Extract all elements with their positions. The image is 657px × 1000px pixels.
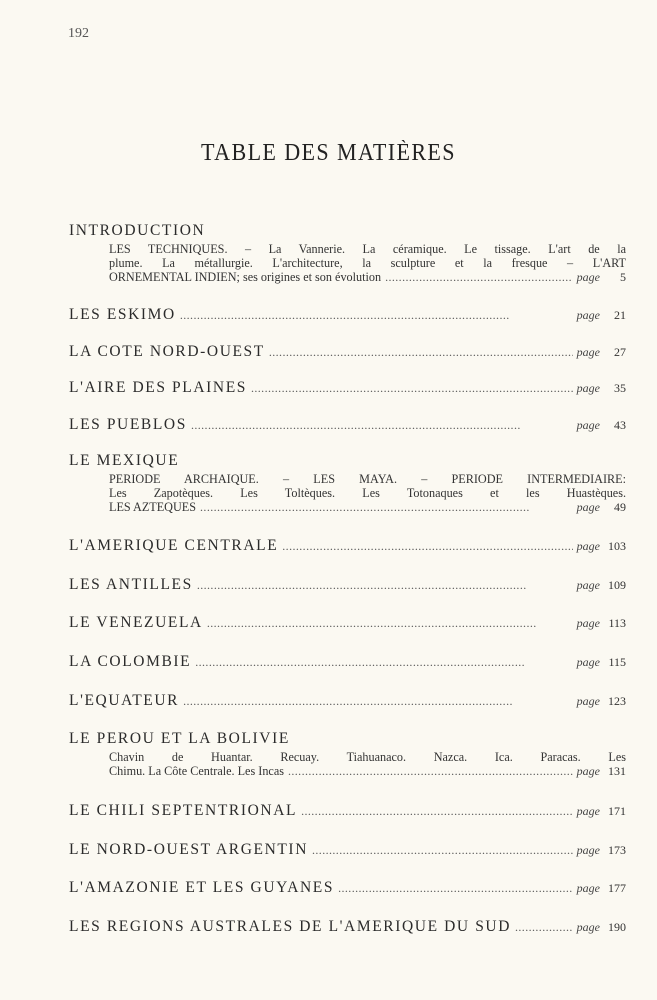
toc-heading: L'EQUATEUR bbox=[69, 692, 180, 709]
page-ref: 173 bbox=[608, 843, 626, 857]
page-ref: 171 bbox=[608, 804, 626, 818]
toc-sub-line: LES AZTEQUES bbox=[109, 500, 197, 514]
leader-dots bbox=[197, 578, 573, 593]
toc-entry-amerique-centrale[interactable] bbox=[69, 537, 626, 555]
toc-heading: L'AMAZONIE ET LES GUYANES bbox=[69, 879, 335, 896]
toc-entry-nord-ouest-argentin[interactable] bbox=[69, 841, 626, 859]
toc-heading: L'AMERIQUE CENTRALE bbox=[69, 537, 279, 554]
toc-entry-equateur[interactable] bbox=[69, 692, 626, 710]
page-label: page bbox=[576, 655, 600, 669]
toc-entry-aire-des-plaines[interactable] bbox=[69, 379, 626, 397]
toc-heading: LE MEXIQUE bbox=[69, 452, 180, 469]
page-ref: 21 bbox=[614, 308, 626, 322]
page-label: page bbox=[576, 694, 600, 708]
page-title: TABLE DES MATIÈRES bbox=[201, 140, 456, 166]
toc-heading: LES PUEBLOS bbox=[69, 416, 187, 433]
page-label: page bbox=[576, 500, 600, 514]
toc-sub-line: Les Zapotèques. Les Toltèques. Les Totonaques et les Huastèques. bbox=[109, 486, 626, 500]
leader-dots bbox=[338, 881, 573, 896]
toc-sub-entries bbox=[109, 472, 626, 514]
page-number: 192 bbox=[68, 26, 89, 41]
leader-dots bbox=[200, 500, 573, 514]
leader-dots bbox=[180, 308, 573, 323]
toc-entry-venezuela[interactable] bbox=[69, 614, 626, 632]
leader-dots bbox=[183, 694, 573, 709]
toc-entry-eskimo[interactable] bbox=[69, 306, 626, 324]
page-ref: 131 bbox=[608, 764, 626, 778]
page-ref: 113 bbox=[608, 616, 626, 630]
page-label: page bbox=[576, 345, 600, 359]
toc-sub-line: Chavin de Huantar. Recuay. Tiahuanaco. Nazca. Ica. Paracas. Les bbox=[109, 750, 626, 764]
page-label: page bbox=[576, 418, 600, 432]
page-label: page bbox=[576, 578, 600, 592]
toc-heading: LA COTE NORD-OUEST bbox=[69, 343, 265, 360]
page-ref: 177 bbox=[608, 881, 626, 895]
toc-heading: L'AIRE DES PLAINES bbox=[69, 379, 247, 396]
toc-sub-line: PERIODE ARCHAIQUE. – LES MAYA. – PERIODE INTERMEDIAIRE: bbox=[109, 472, 626, 486]
page-label: page bbox=[576, 616, 600, 630]
leader-dots bbox=[385, 270, 573, 284]
toc-heading: LES ESKIMO bbox=[69, 306, 176, 323]
toc-entry-amazonie-guyanes[interactable] bbox=[69, 879, 626, 897]
page-ref: 27 bbox=[614, 345, 626, 359]
page-ref: 43 bbox=[614, 418, 626, 432]
toc-entry-mexique[interactable] bbox=[69, 452, 626, 514]
leader-dots bbox=[288, 764, 573, 778]
toc-entry-cote-nord-ouest[interactable] bbox=[69, 343, 626, 361]
page-label: page bbox=[576, 539, 600, 553]
page-label: page bbox=[576, 270, 600, 284]
page-label: page bbox=[576, 308, 600, 322]
toc-sub-line: plume. La métallurgie. L'architecture, la sculpture et la fresque – L'ART bbox=[109, 256, 626, 270]
leader-dots bbox=[207, 616, 573, 631]
toc-entry-colombie[interactable] bbox=[69, 653, 626, 671]
page-ref: 35 bbox=[614, 381, 626, 395]
toc-heading: LA COLOMBIE bbox=[69, 653, 192, 670]
page-ref: 115 bbox=[608, 655, 626, 669]
toc-entry-antilles[interactable] bbox=[69, 576, 626, 594]
toc-entry-regions-australes[interactable] bbox=[69, 918, 626, 936]
toc-entry-introduction[interactable] bbox=[69, 222, 626, 284]
toc-sub-line: ORNEMENTAL INDIEN; ses origines et son évolution bbox=[109, 270, 382, 284]
toc-heading: LES REGIONS AUSTRALES DE L'AMERIQUE DU SUD bbox=[69, 918, 511, 935]
leader-dots bbox=[282, 539, 572, 554]
leader-dots bbox=[195, 655, 572, 670]
page-ref: 49 bbox=[614, 500, 626, 514]
toc-heading: LE NORD-OUEST ARGENTIN bbox=[69, 841, 308, 858]
toc-sub-entries bbox=[109, 750, 626, 778]
toc-heading: LE VENEZUELA bbox=[69, 614, 203, 631]
leader-dots bbox=[191, 418, 573, 433]
toc-heading: LE PEROU ET LA BOLIVIE bbox=[69, 730, 290, 747]
page-ref: 5 bbox=[620, 270, 626, 284]
leader-dots bbox=[301, 804, 573, 819]
toc-heading: INTRODUCTION bbox=[69, 222, 206, 239]
toc-heading: LE CHILI SEPTENTRIONAL bbox=[69, 802, 298, 819]
toc-sub-line: Chimu. La Côte Centrale. Les Incas bbox=[109, 764, 284, 778]
page-ref: 109 bbox=[608, 578, 626, 592]
page-label: page bbox=[576, 843, 600, 857]
toc-sub-entries bbox=[109, 242, 626, 284]
toc-entry-perou-bolivie[interactable] bbox=[69, 730, 626, 778]
page-ref: 190 bbox=[608, 920, 626, 934]
leader-dots bbox=[312, 843, 573, 858]
toc-heading: LES ANTILLES bbox=[69, 576, 193, 593]
toc-entry-pueblos[interactable] bbox=[69, 416, 626, 434]
leader-dots bbox=[269, 345, 573, 360]
page-label: page bbox=[576, 804, 600, 818]
toc-sub-line: LES TECHNIQUES. – La Vannerie. La céramique. Le tissage. L'art de la bbox=[109, 242, 626, 256]
page-label: page bbox=[576, 381, 600, 395]
page-label: page bbox=[576, 764, 600, 778]
leader-dots bbox=[515, 920, 573, 935]
toc-entry-chili-septentrional[interactable] bbox=[69, 802, 626, 820]
page-ref: 123 bbox=[608, 694, 626, 708]
page-label: page bbox=[576, 920, 600, 934]
leader-dots bbox=[251, 381, 573, 396]
page-ref: 103 bbox=[608, 539, 626, 553]
page-label: page bbox=[576, 881, 600, 895]
